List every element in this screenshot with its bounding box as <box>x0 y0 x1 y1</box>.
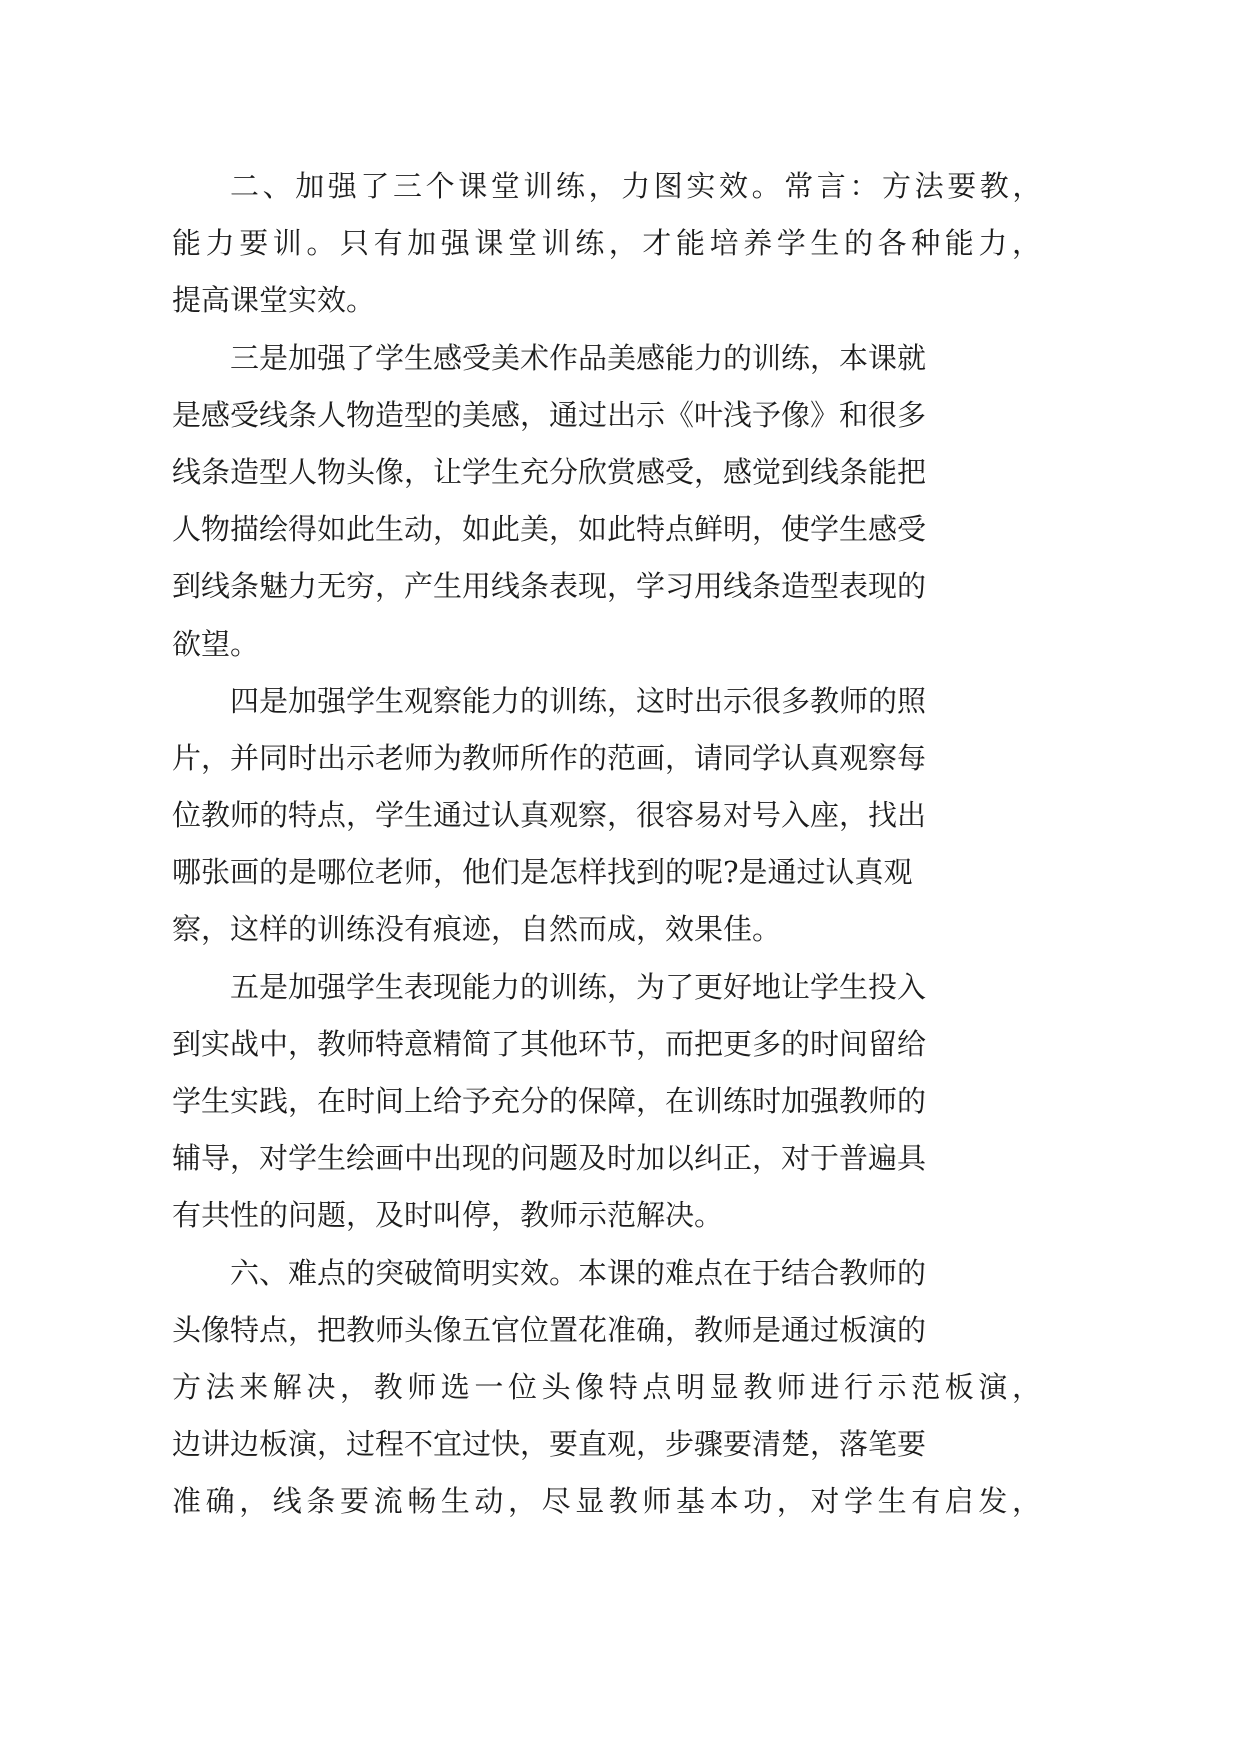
text-line: 头像特点，把教师头像五官位置花准确，教师是通过板演的 <box>172 1312 927 1347</box>
text-line: 五是加强学生表现能力的训练，为了更好地让学生投入 <box>230 969 927 1004</box>
paragraph-6 <box>172 1245 1072 1531</box>
paragraph-4 <box>172 673 1072 959</box>
text-line: 察，这样的训练没有痕迹，自然而成，效果佳。 <box>172 912 782 947</box>
paragraph-5 <box>172 959 1072 1245</box>
text-line: 辅导，对学生绘画中出现的问题及时加以纠正，对于普遍具 <box>172 1141 927 1176</box>
text-line: 二、加强了三个课堂训练，力图实效。常言：方法要教， <box>230 169 1046 203</box>
text-line: 边讲边板演，过程不宜过快，要直观，步骤要清楚，落笔要 <box>172 1427 927 1462</box>
paragraph-3 <box>172 330 1072 673</box>
text-line: 片，并同时出示老师为教师所作的范画，请同学认真观察每 <box>172 740 927 775</box>
text-line: 有共性的问题，及时叫停，教师示范解决。 <box>172 1198 724 1233</box>
text-line: 提高课堂实效。 <box>172 283 376 318</box>
text-line: 到线条魅力无穷，产生用线条表现，学习用线条造型表现的 <box>172 569 927 604</box>
text-line: 线条造型人物头像，让学生充分欣赏感受，感觉到线条能把 <box>172 454 927 489</box>
text-line: 欲望。 <box>172 626 260 661</box>
text-line: 哪张画的是哪位老师，他们是怎样找到的呢?是通过认真观 <box>172 855 913 890</box>
text-line: 方法来解决，教师选一位头像特点明显教师进行示范板演， <box>172 1369 1046 1404</box>
text-line: 位教师的特点，学生通过认真观察，很容易对号入座，找出 <box>172 798 927 833</box>
text-line: 能力要训。只有加强课堂训练，才能培养学生的各种能力， <box>172 226 1046 261</box>
text-line: 是感受线条人物造型的美感，通过出示《叶浅予像》和很多 <box>172 397 927 432</box>
paragraph-2 <box>172 158 1072 330</box>
document-body <box>172 158 1072 1531</box>
text-line: 准确，线条要流畅生动，尽显教师基本功，对学生有启发， <box>172 1484 1046 1519</box>
text-line: 四是加强学生观察能力的训练，这时出示很多教师的照 <box>230 683 927 718</box>
text-line: 人物描绘得如此生动，如此美，如此特点鲜明，使学生感受 <box>172 512 927 547</box>
text-line: 学生实践，在时间上给予充分的保障，在训练时加强教师的 <box>172 1084 927 1118</box>
text-line: 到实战中，教师特意精简了其他环节，而把更多的时间留给 <box>172 1026 927 1061</box>
text-line: 三是加强了学生感受美术作品美感能力的训练，本课就 <box>230 340 927 375</box>
text-line: 六、难点的突破简明实效。本课的难点在于结合教师的 <box>230 1255 927 1290</box>
